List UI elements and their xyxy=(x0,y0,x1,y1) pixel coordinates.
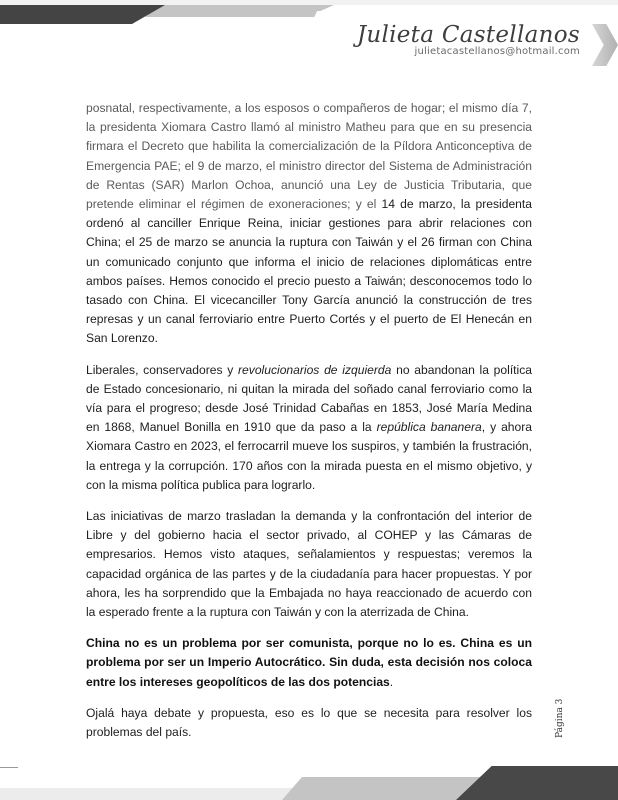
paragraph-5: Ojalá haya debate y propuesta, eso es lo que se necesita para resolver los problemas del país. xyxy=(86,705,532,740)
header-light-band-tail xyxy=(300,5,334,11)
paragraph-2-italic-1: revolucionarios de izquierda xyxy=(238,362,392,377)
letterhead-brand xyxy=(357,22,580,57)
chevron-icon xyxy=(592,24,618,66)
header-dark-band xyxy=(0,5,165,24)
paragraph-1-gray-text: posnatal, respectivamente, a los esposos o compañeros de hogar; el mismo día 7, la presidenta Xiomara Castro llamó al ministro Matheu para que en su presencia firmara el Decreto que habilita la comercialización de la Píldora Anticonceptiva de Emergencia PAE; el 9 de marzo, el ministro director del Sistema de Administración de Rentas (SAR) Marlon Ochoa, anunció una Ley de Justicia Tributaria, que pretende eliminar el régimen de exoneraciones; y el xyxy=(86,101,532,212)
paragraph-4-end: . xyxy=(389,674,394,689)
header-top-strip xyxy=(0,0,618,5)
paragraph-4-bold-text: China no es un problema por ser comunista, porque no lo es. China es un problema por ser un Imperio Autocrático. Sin duda, esta decisión nos coloca entre los intereses geopolíticos de las dos potencias xyxy=(86,636,532,689)
document-body xyxy=(86,99,532,754)
footer-mid-band xyxy=(282,777,482,800)
author-email: julietacastellanos@hotmail.com xyxy=(414,46,580,57)
paragraph-2-italic-2: república bananera xyxy=(376,420,482,435)
paragraph-2-text-b: no abandonan la política de Estado concesionario, ni quitan la mirada del soñado canal ferroviario como la vía para el progreso; desde José Trinidad Cabañas en 1853, José María Medina en 1868, Manuel Bonilla en 1910 que da paso a la xyxy=(86,362,533,435)
footer-tick xyxy=(0,767,18,768)
author-name: Julieta Castellanos xyxy=(356,22,580,48)
paragraph-2-text-c: , y ahora Xiomara Castro en 2023, el ferrocarril mueve los suspiros, y también la frustración, la entrega y la corrupción. 170 años con la mirada puesta en el mismo objetivo, y con la misma política publica para lograrlo. xyxy=(86,420,533,492)
paragraph-1-dark-text: 14 de marzo, la presidenta ordenó al canciller Enrique Reina, iniciar gestiones para abrir relaciones con China; el 25 de marzo se anuncia la ruptura con Taiwán y el 26 firman con China un comunicado conjunto que informa el inicio de relaciones diplomáticas entre ambos países. Hemos conocido el precio puesto a Taiwán; desconocemos todo lo tasado con China. El vicecanciller Tony García anunció la construcción de tres represas y un canal ferroviario entre Puerto Cortés y el puerto de El Henecán en San Lorenzo. xyxy=(86,197,532,346)
paragraph-1 xyxy=(86,99,532,349)
paragraph-3: Las iniciativas de marzo trasladan la demanda y la confrontación del interior de Libre y del gobierno hacia el sector privado, al COHEP y las Cámaras de empresarios. Hemos visto ataques, señalamientos y respuestas; veremos la capacidad orgánica de las partes y de la ciudadanía para hacer propuestas. Y por ahora, les ha sorprendido que la Embajada no haya reaccionado de acuerdo con la esperado frente a la ruptura con Taiwán y con la aterrizada de China. xyxy=(86,509,532,620)
paragraph-2-text-a: Liberales, conservadores y xyxy=(86,362,239,377)
footer-dark-band xyxy=(456,766,618,800)
page-number: Página 3 xyxy=(555,698,565,738)
paragraph-2 xyxy=(86,361,532,495)
paragraph-4 xyxy=(86,634,532,692)
